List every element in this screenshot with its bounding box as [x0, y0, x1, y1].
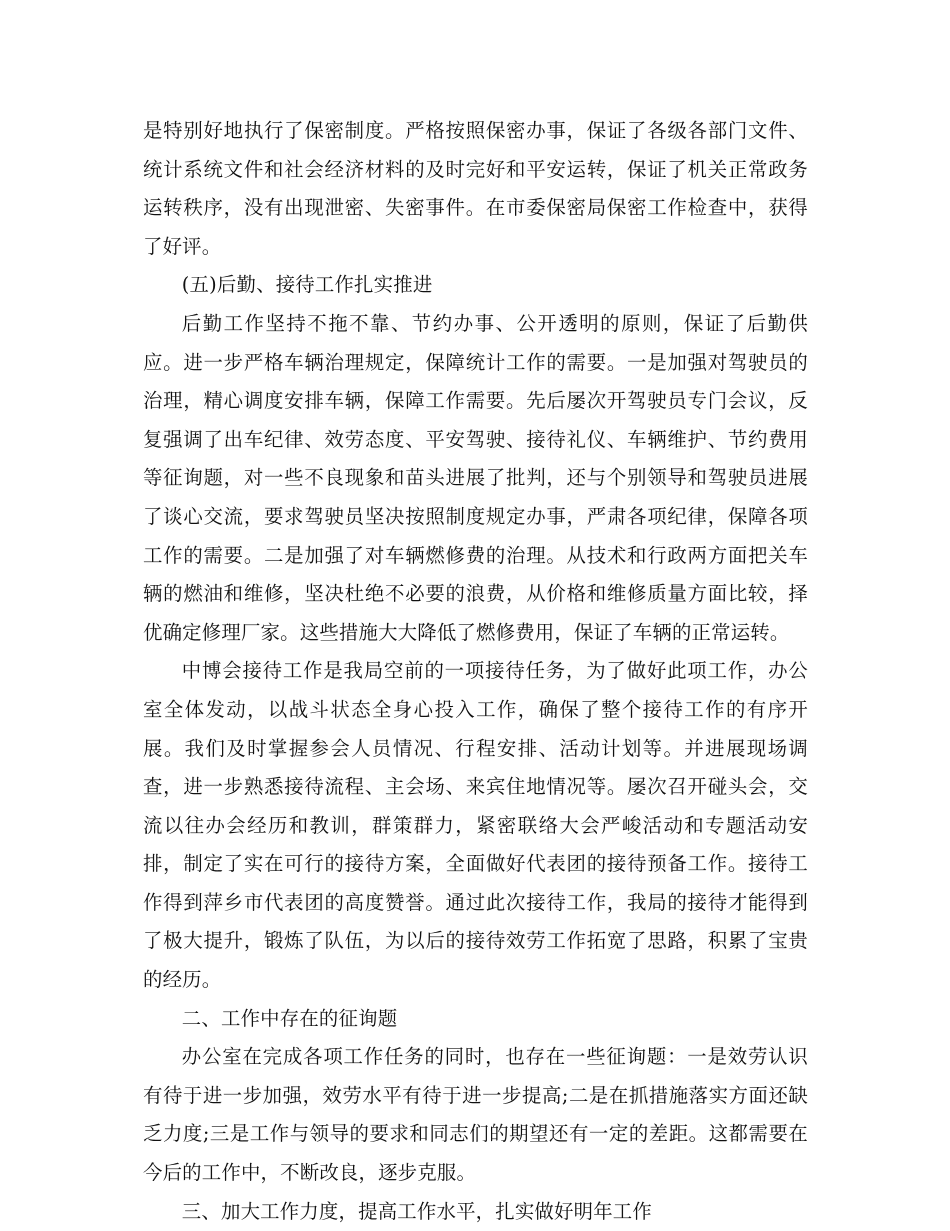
paragraph-existing-problems: 办公室在完成各项工作任务的同时，也存在一些征询题：一是效劳认识有待于进一步加强，效劳水平有待于进一步提高;二是在抓措施落实方面还缺乏力度;三是工作与领导的要求和同志们的期望还有一定的差距。这都需要在今后的工作中，不断改良，逐步克服。 — [143, 1045, 808, 1185]
section-heading-logistics-reception: (五)后勤、接待工作扎实推进 — [181, 273, 433, 297]
section-heading-existing-problems: 二、工作中存在的征询题 — [181, 1006, 398, 1030]
paragraph-logistics: 后勤工作坚持不拖不靠、节约办事、公开透明的原则，保证了后勤供应。进一步严格车辆治理规定，保障统计工作的需要。一是加强对驾驶员的治理，精心调度安排车辆，保障工作需要。先后屡次开驾驶员专门会议，反复强调了出车纪律、效劳态度、平安驾驶、接待礼仪、车辆维护、节约费用等征询题，对一些不良现象和苗头进展了批判，还与个别领导和驾驶员进展了谈心交流，要求驾驶员坚决按照制度规定办事，严肃各项纪律，保障各项工作的需要。二是加强了对车辆燃修费的治理。从技术和行政两方面把关车辆的燃油和维修，坚决杜绝不必要的浪费，从价格和维修质量方面比较，择优确定修理厂家。这些措施大大降低了燃修费用，保证了车辆的正常运转。 — [143, 311, 808, 644]
section-heading-next-year-work: 三、加大工作力度，提高工作水平，扎实做好明年工作 — [181, 1199, 652, 1223]
paragraph-expo-reception: 中博会接待工作是我局空前的一项接待任务，为了做好此项工作，办公室全体发动，以战斗状态全身心投入工作，确保了整个接待工作的有序开展。我们及时掌握参会人员情况、行程安排、活动计划等。并进展现场调查，进一步熟悉接待流程、主会场、来宾住地情况等。屡次召开碰头会，交流以往办会经历和教训，群策群力，紧密联络大会严峻活动和专题活动安排，制定了实在可行的接待方案，全面做好代表团的接待预备工作。接待工作得到萍乡市代表团的高度赞誉。通过此次接待工作，我局的接待才能得到了极大提升，锻炼了队伍，为以后的接待效劳工作拓宽了思路，积累了宝贵的经历。 — [143, 659, 808, 992]
paragraph-confidentiality-continued: 是特别好地执行了保密制度。严格按照保密办事，保证了各级各部门文件、统计系统文件和社会经济材料的及时完好和平安运转，保证了机关正常政务运转秩序，没有出现泄密、失密事件。在市委保密局保密工作检查中，获得了好评。 — [143, 119, 808, 258]
document-body — [143, 112, 808, 1231]
